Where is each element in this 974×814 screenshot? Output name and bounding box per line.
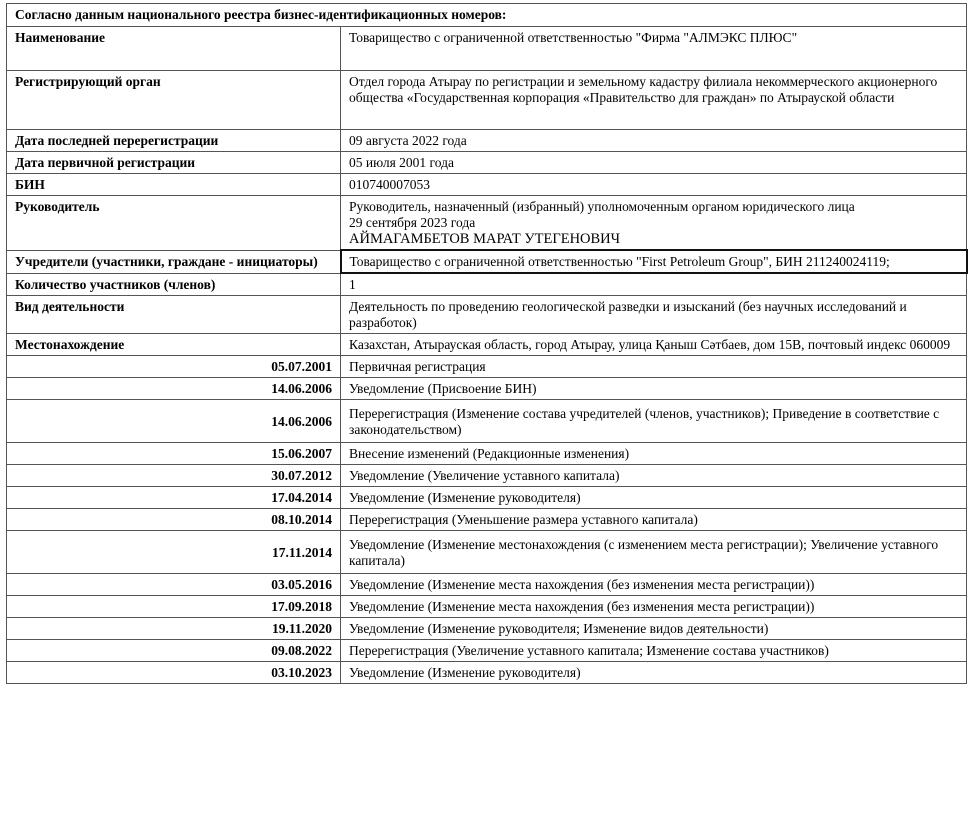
info-value: 09 августа 2022 года	[341, 130, 967, 152]
info-label: Руководитель	[7, 196, 341, 251]
info-label: Местонахождение	[7, 334, 341, 356]
info-row-location	[7, 334, 967, 356]
event-row	[7, 487, 967, 509]
info-row-last-reregistration	[7, 130, 967, 152]
event-date: 09.08.2022	[7, 640, 341, 662]
event-text: Первичная регистрация	[341, 356, 967, 378]
info-row-founders	[7, 250, 967, 273]
info-value: Деятельность по проведению геологической разведки и изысканий (без научных исследований и разработок)	[341, 296, 967, 334]
event-date: 05.07.2001	[7, 356, 341, 378]
event-date: 17.11.2014	[7, 531, 341, 574]
registry-table	[6, 3, 968, 684]
registry-extract	[6, 3, 966, 684]
info-row-registrar	[7, 71, 967, 130]
info-label: Количество участников (членов)	[7, 273, 341, 296]
event-text: Уведомление (Изменение руководителя; Изменение видов деятельности)	[341, 618, 967, 640]
info-row-bin	[7, 174, 967, 196]
info-label: Дата последней перерегистрации	[7, 130, 341, 152]
event-text: Уведомление (Изменение места нахождения (без изменения места регистрации))	[341, 596, 967, 618]
event-date: 03.10.2023	[7, 662, 341, 684]
event-row	[7, 596, 967, 618]
event-row	[7, 531, 967, 574]
event-text: Уведомление (Изменение местонахождения (с изменением места регистрации); Увеличение уставного капитала)	[341, 531, 967, 574]
event-date: 08.10.2014	[7, 509, 341, 531]
event-row	[7, 640, 967, 662]
event-date: 17.09.2018	[7, 596, 341, 618]
info-label: Дата первичной регистрации	[7, 152, 341, 174]
info-label: Регистрирующий орган	[7, 71, 341, 130]
event-row	[7, 443, 967, 465]
event-row	[7, 465, 967, 487]
event-text: Уведомление (Присвоение БИН)	[341, 378, 967, 400]
event-row	[7, 378, 967, 400]
info-label: БИН	[7, 174, 341, 196]
info-value	[341, 196, 967, 251]
info-value: 010740007053	[341, 174, 967, 196]
info-value: Казахстан, Атырауская область, город Атырау, улица Қаныш Сәтбаев, дом 15В, почтовый индекс 060009	[341, 334, 967, 356]
director-name: АЙМАГАМБЕТОВ МАРАТ УТЕГЕНОВИЧ	[349, 231, 621, 247]
event-date: 14.06.2006	[7, 400, 341, 443]
info-value: 1	[341, 273, 967, 296]
info-row-members-count	[7, 273, 967, 296]
event-row	[7, 356, 967, 378]
event-row	[7, 509, 967, 531]
event-text: Перерегистрация (Уменьшение размера уставного капитала)	[341, 509, 967, 531]
event-row	[7, 574, 967, 596]
info-value: 05 июля 2001 года	[341, 152, 967, 174]
event-row	[7, 662, 967, 684]
event-row	[7, 618, 967, 640]
event-date: 14.06.2006	[7, 378, 341, 400]
event-text: Уведомление (Изменение места нахождения (без изменения места регистрации))	[341, 574, 967, 596]
info-value: Отдел города Атырау по регистрации и земельному кадастру филиала некоммерческого акционерного общества «Государственная корпорация «Правительство для граждан» по Атырауской области	[341, 71, 967, 130]
info-label: Наименование	[7, 27, 341, 71]
info-value: Товарищество с ограниченной ответственностью "Фирма "АЛМЭКС ПЛЮС"	[341, 27, 967, 71]
event-date: 17.04.2014	[7, 487, 341, 509]
event-text: Уведомление (Изменение руководителя)	[341, 487, 967, 509]
info-row-name	[7, 27, 967, 71]
director-date: 29 сентября 2023 года	[349, 215, 476, 230]
info-label: Вид деятельности	[7, 296, 341, 334]
director-position: Руководитель, назначенный (избранный) уполномоченным органом юридического лица	[349, 199, 855, 214]
info-label: Учредители (участники, граждане - инициаторы)	[7, 250, 341, 273]
table-header: Согласно данным национального реестра бизнес-идентификационных номеров:	[7, 4, 967, 27]
event-text: Перерегистрация (Изменение состава учредителей (членов, участников); Приведение в соответствие с законодательством)	[341, 400, 967, 443]
event-text: Перерегистрация (Увеличение уставного капитала; Изменение состава участников)	[341, 640, 967, 662]
event-date: 03.05.2016	[7, 574, 341, 596]
event-text: Уведомление (Увеличение уставного капитала)	[341, 465, 967, 487]
event-date: 15.06.2007	[7, 443, 341, 465]
info-row-director	[7, 196, 967, 251]
event-date: 30.07.2012	[7, 465, 341, 487]
event-row	[7, 400, 967, 443]
info-value: Товарищество с ограниченной ответственностью "First Petroleum Group", БИН 211240024119;	[341, 250, 967, 273]
info-row-first-registration	[7, 152, 967, 174]
event-text: Внесение изменений (Редакционные изменения)	[341, 443, 967, 465]
event-date: 19.11.2020	[7, 618, 341, 640]
info-row-activity	[7, 296, 967, 334]
event-text: Уведомление (Изменение руководителя)	[341, 662, 967, 684]
table-header-row	[7, 4, 967, 27]
